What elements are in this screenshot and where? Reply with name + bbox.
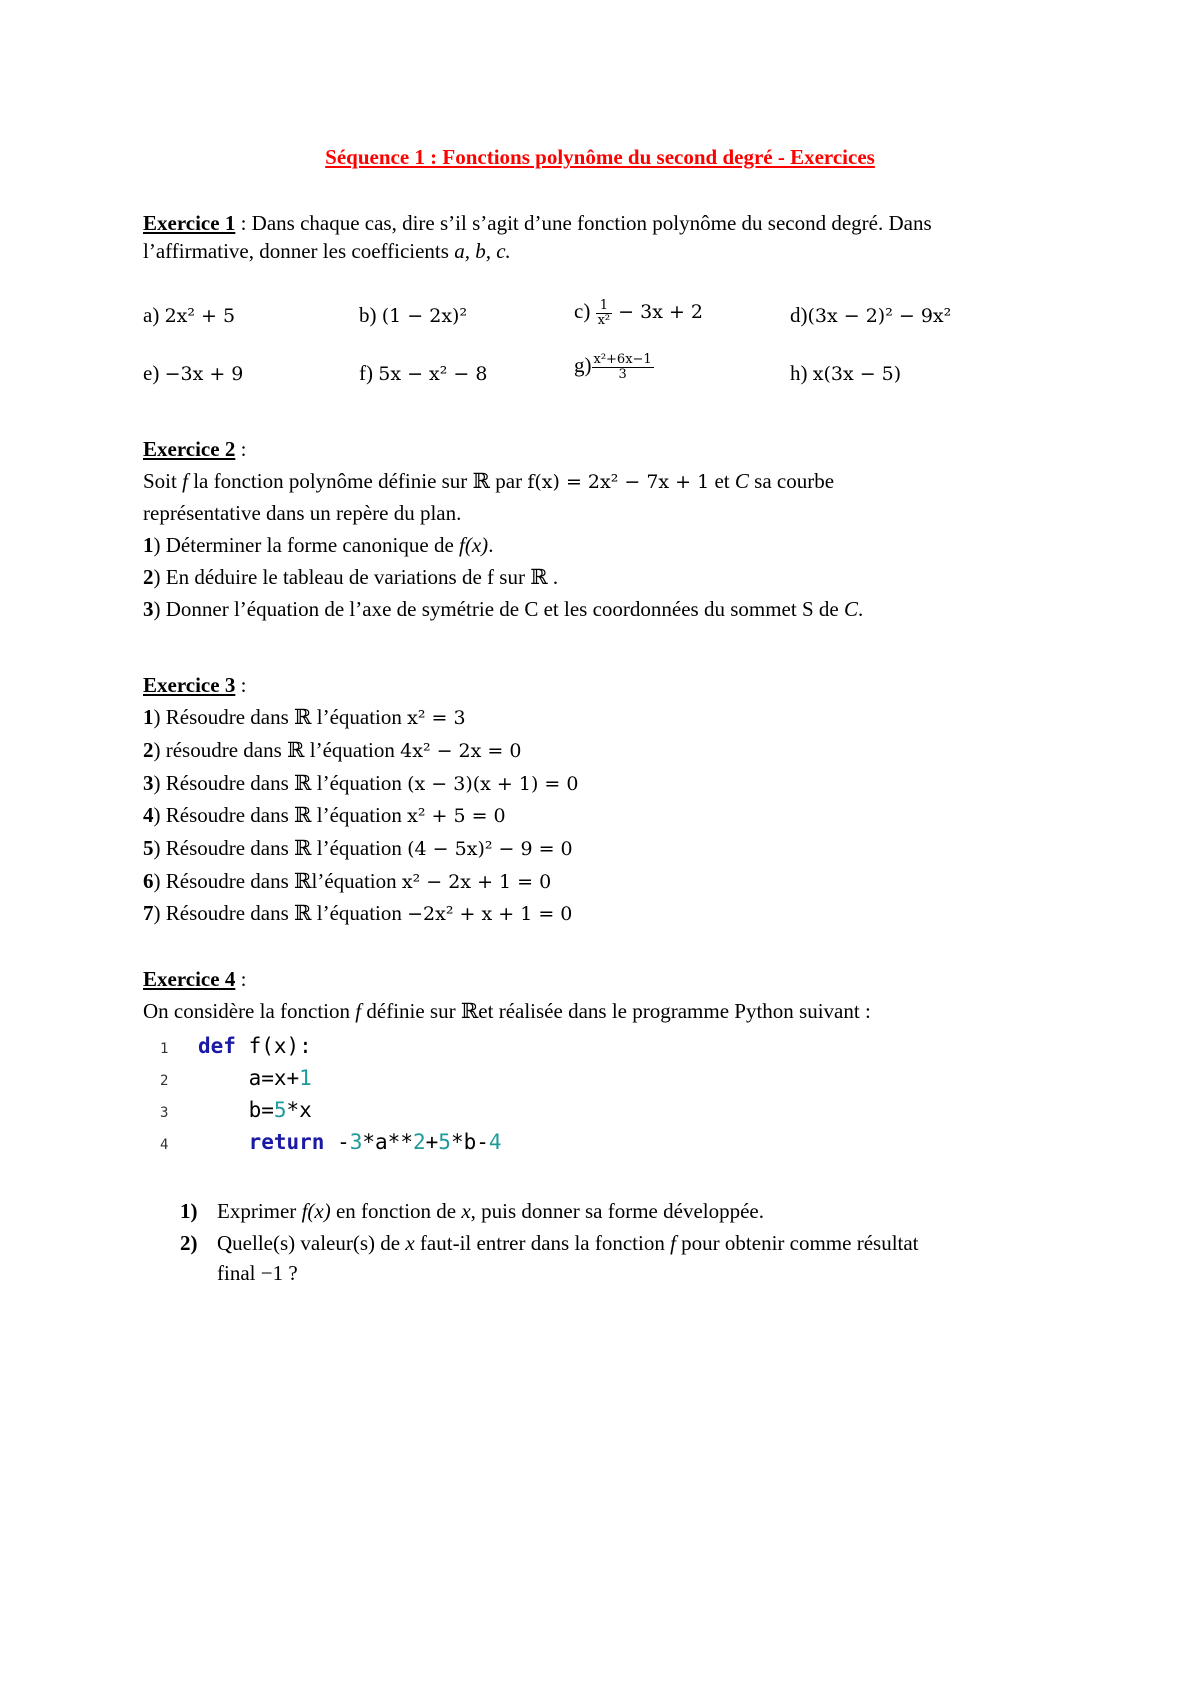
fraction: $\frac{1}{\text{x²}}$ — [597, 297, 611, 328]
code-line-3: 3 b=5*x — [160, 1098, 312, 1122]
ex1-item-c: c) $\frac{1}{\text{x²}}$ − 3x + 2 — [574, 297, 704, 328]
ex1-item-b: b) (1 − 2x)² — [359, 303, 468, 327]
ex4-heading: Exercice 4 — [143, 967, 236, 991]
ex3-q5: 5) Résoudre dans ℝ l’équation (4 − 5x)² − 9 = 0 — [143, 836, 573, 860]
ex1-intro-line2 — [143, 238, 511, 264]
ex4-q2: 2) Quelle(s) valeur(s) de x faut-il entrer dans la fonction f pour obtenir comme résultat final −1 ? — [180, 1231, 919, 1285]
ex2-q3: 3) Donner l’équation de l’axe de symétrie de C et les coordonnées du sommet S de C. — [143, 597, 864, 621]
ex1-intro-text: : Dans chaque cas, dire s’il s’agit d’une fonction polynôme du second degré. Dans — [235, 211, 932, 235]
ex1-intro-text2: l’affirmative, donner les coefficients — [143, 239, 455, 263]
ex4-intro: On considère la fonction f définie sur ℝet réalisée dans le programme Python suivant : — [143, 999, 871, 1023]
fraction: $\frac{\text{x²+6x−1}}{3}$ — [593, 351, 652, 382]
page-title: Séquence 1 : Fonctions polynôme du second degré - Exercices — [325, 145, 875, 169]
ex3-heading-line: Exercice 3 : — [143, 673, 247, 697]
code-line-1: 1 def f(x): — [160, 1034, 312, 1058]
ex3-q3: 3) Résoudre dans ℝ l’équation (x − 3)(x + 1) = 0 — [143, 771, 579, 795]
ex1-coefs: a, b, c. — [454, 239, 511, 263]
ex1-item-d: d)(3x − 2)² − 9x² — [790, 303, 952, 327]
ex3-q2: 2) résoudre dans ℝ l’équation 4x² − 2x = 0 — [143, 738, 522, 762]
ex2-heading-line: Exercice 2 : — [143, 437, 247, 461]
ex1-item-g: g) $\frac{\text{x²+6x−1}}{3}$ — [574, 351, 652, 382]
ex2-q1: 1) Déterminer la forme canonique de f(x). — [143, 533, 494, 557]
ex3-q7: 7) Résoudre dans ℝ l’équation −2x² + x + 1 = 0 — [143, 901, 573, 925]
ex2-q2: 2) En déduire le tableau de variations de f sur ℝ . — [143, 565, 559, 589]
code-line-4: 4 return -3*a**2+5*b-4 — [160, 1130, 502, 1154]
ex4-heading-line: Exercice 4 : — [143, 967, 247, 991]
ex2-line1: Soit f la fonction polynôme définie sur ℝ par f(x) = 2x² − 7x + 1 et C sa courbe — [143, 469, 835, 493]
code-line-2: 2 a=x+1 — [160, 1066, 312, 1090]
ex1-item-e: e) −3x + 9 — [143, 361, 244, 385]
ex4-q1: 1) Exprimer f(x) en fonction de x, puis donner sa forme développée. — [180, 1199, 764, 1223]
ex1-item-a: a) 2x² + 5 — [143, 303, 236, 327]
ex1-heading: Exercice 1 — [143, 211, 236, 235]
ex1-intro-line1 — [143, 210, 932, 236]
ex3-q1: 1) Résoudre dans ℝ l’équation x² = 3 — [143, 705, 466, 729]
ex3-q6: 6) Résoudre dans ℝl’équation x² − 2x + 1 = 0 — [143, 869, 552, 893]
ex1-item-h: h) x(3x − 5) — [790, 361, 902, 385]
ex3-q4: 4) Résoudre dans ℝ l’équation x² + 5 = 0 — [143, 803, 506, 827]
ex1-item-f: f) 5x − x² − 8 — [359, 361, 488, 385]
ex3-heading: Exercice 3 — [143, 673, 236, 697]
ex2-heading: Exercice 2 — [143, 437, 236, 461]
ex2-line2: représentative dans un repère du plan. — [143, 501, 462, 525]
